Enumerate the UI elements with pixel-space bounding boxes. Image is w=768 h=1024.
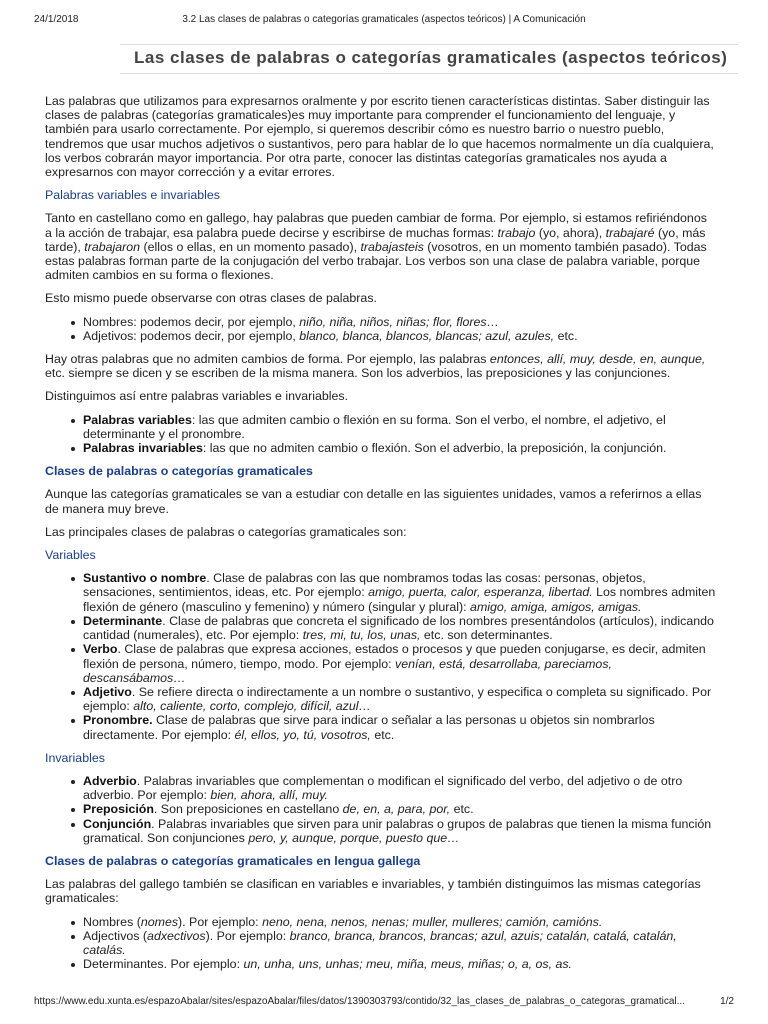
list-item: Palabras variables: las que admiten cambio o flexión en su forma. Son el verbo, el nombre, el adjetivo, el determinante y el pronombre. xyxy=(83,413,717,441)
list-variable-invariable xyxy=(45,413,717,456)
section-heading-gallega: Clases de palabras o categorías gramaticales en lengua gallega xyxy=(45,853,421,868)
page-number: 1/2 xyxy=(720,996,734,1007)
list-item: Sustantivo o nombre. Clase de palabras con las que nombramos todas las cosas: personas, objetos, sensaciones, sentimientos, ideas, etc. Por ejemplo: amigo, puerta, calor, esperanza, libertad. Los nombres admiten flexión de género (masculino y femenino) y número (singular y plural): amigo, amiga, amigos, amigas. xyxy=(83,571,716,614)
section-heading-invariables: Invariables xyxy=(45,750,105,765)
section-heading-clases: Clases de palabras o categorías gramaticales xyxy=(45,464,313,479)
list-item: Adjetivo. Se refiere directa o indirectamente a un nombre o sustantivo, y especifica o completa su significado. Por ejemplo: alto, caliente, corto, complejo, difícil, azul… xyxy=(83,685,717,713)
print-date: 24/1/2018 xyxy=(34,14,79,25)
section-heading-variables: Variables xyxy=(45,548,96,563)
list-item: Adverbio. Palabras invariables que complementan o modifican el significado del verbo, del adjetivo o de otro adverbio. Por ejemplo: bien, ahora, allí, muy. xyxy=(83,774,717,802)
list-item: Determinante. Clase de palabras que concreta el significado de los nombres presentándolos (artículos), indicando cantidad (numerales), etc. Por ejemplo: tres, mi, tu, los, unas, etc. son determinantes. xyxy=(83,614,717,642)
intro-paragraph: Las palabras que utilizamos para expresarnos oralmente y por escrito tienen características distintas. Saber distinguir las clases de palabras (categorías gramaticales)es muy importante para comprender el funcionamiento del lenguaje, y también para usarlo correctamente. Por ejemplo, si queremos describir cómo es nuestro barrio o nuestro pueblo, tendremos que usar muchos adjetivos o sustantivos, pero para hablar de lo que hacemos normalmente un día cualquiera, los verbos cobrarán mayor importancia. Por otra parte, conocer las distintas categorías gramaticales nos ayuda a expresarnos con mayor corrección y a evitar errores. xyxy=(45,94,714,180)
print-header xyxy=(34,14,734,25)
list-examples xyxy=(45,315,717,343)
print-page-title: 3.2 Las clases de palabras o categorías gramaticales (aspectos teóricos) | A Comunicación xyxy=(182,14,586,25)
paragraph-invariable-words: Hay otras palabras que no admiten cambios de forma. Por ejemplo, las palabras entonces, allí, muy, desde, en, aunque, etc. siempre se dicen y se escriben de la misma manera. Son los adverbios, las preposiciones y las conjunciones. xyxy=(45,352,706,381)
list-item: Pronombre. Clase de palabras que sirve para indicar o señalar a las personas u objetos sin nombrarlos directamente. Por ejemplo: él, ellos, yo, tú, vosotros, etc. xyxy=(83,713,717,741)
list-item: Nombres (nomes). Por ejemplo: neno, nena, nenos, nenas; muller, mulleres; camión, camións. xyxy=(83,915,717,929)
section-heading-variables-invariables: Palabras variables e invariables xyxy=(45,188,220,203)
list-item: Palabras invariables: las que no admiten cambio o flexión. Son el adverbio, la preposición, la conjunción. xyxy=(83,441,717,455)
page-title: Las clases de palabras o categorías gramaticales (aspectos teóricos) xyxy=(134,48,728,67)
paragraph-brief: Aunque las categorías gramaticales se van a estudiar con detalle en las siguientes unidades, vamos a referirnos a ellas de manera muy breve. xyxy=(45,487,702,516)
article-content xyxy=(45,94,717,980)
list-gallego xyxy=(45,915,717,972)
list-item: Adjectivos (adxectivos). Por ejemplo: branco, branca, brancos, brancas; azul, azuis; catalán, catalá, catalán, catalás. xyxy=(83,929,717,957)
list-item: Nombres: podemos decir, por ejemplo, niño, niña, niños, niñas; flor, flores… xyxy=(83,315,717,329)
list-item: Verbo. Clase de palabras que expresa acciones, estados o procesos y que pueden conjugarse, es decir, admiten flexión de persona, número, tiempo, modo. Por ejemplo: venían, está, desarrollaba, pareciamos, descansábamos… xyxy=(83,642,717,685)
list-variable-classes xyxy=(45,571,717,741)
print-footer xyxy=(34,996,734,1007)
list-item: Preposición. Son preposiciones en castellano de, en, a, para, por, etc. xyxy=(83,802,717,816)
list-item: Adjetivos: podemos decir, por ejemplo, blanco, blanca, blancos, blancas; azul, azules, etc. xyxy=(83,329,717,343)
paragraph-principal: Las principales clases de palabras o categorías gramaticales son: xyxy=(45,524,407,539)
list-item: Conjunción. Palabras invariables que sirven para unir palabras o grupos de palabras que tienen la misma función gramatical. Son conjunciones pero, y, aunque, porque, puesto que… xyxy=(83,817,717,845)
paragraph-forms: Tanto en castellano como en gallego, hay palabras que pueden cambiar de forma. Por ejemplo, si estamos refiriéndonos a la acción de trabajar, esa palabra puede decirse y escribirse de muchas formas: trabajo (yo, ahora), trabajaré (yo, más tarde), trabajaron (ellos o ellas, en un momento pasado), trabajasteis (vosotros, en un momento también pasado). Todas estas palabras forman parte de la conjugación del verbo trabajar. Los verbos son una clase de palabra variable, porque admiten cambios en su forma o flexiones. xyxy=(45,211,707,283)
list-invariable-classes xyxy=(45,774,717,845)
paragraph-distinguish: Distinguimos así entre palabras variables e invariables. xyxy=(45,389,349,404)
title-bar xyxy=(120,44,738,74)
print-url: https://www.edu.xunta.es/espazoAbalar/sites/espazoAbalar/files/datos/1390303793/contido/32_las_clases_de_palabras_o_categoras_gramatical... xyxy=(34,996,685,1007)
paragraph-gallego: Las palabras del gallego también se clasifican en variables e invariables, y también distinguimos las mismas categorías gramaticales: xyxy=(45,877,701,906)
paragraph-other-classes: Esto mismo puede observarse con otras clases de palabras. xyxy=(45,291,377,306)
list-item: Determinantes. Por ejemplo: un, unha, uns, unhas; meu, miña, meus, miñas; o, a, os, as. xyxy=(83,957,717,971)
